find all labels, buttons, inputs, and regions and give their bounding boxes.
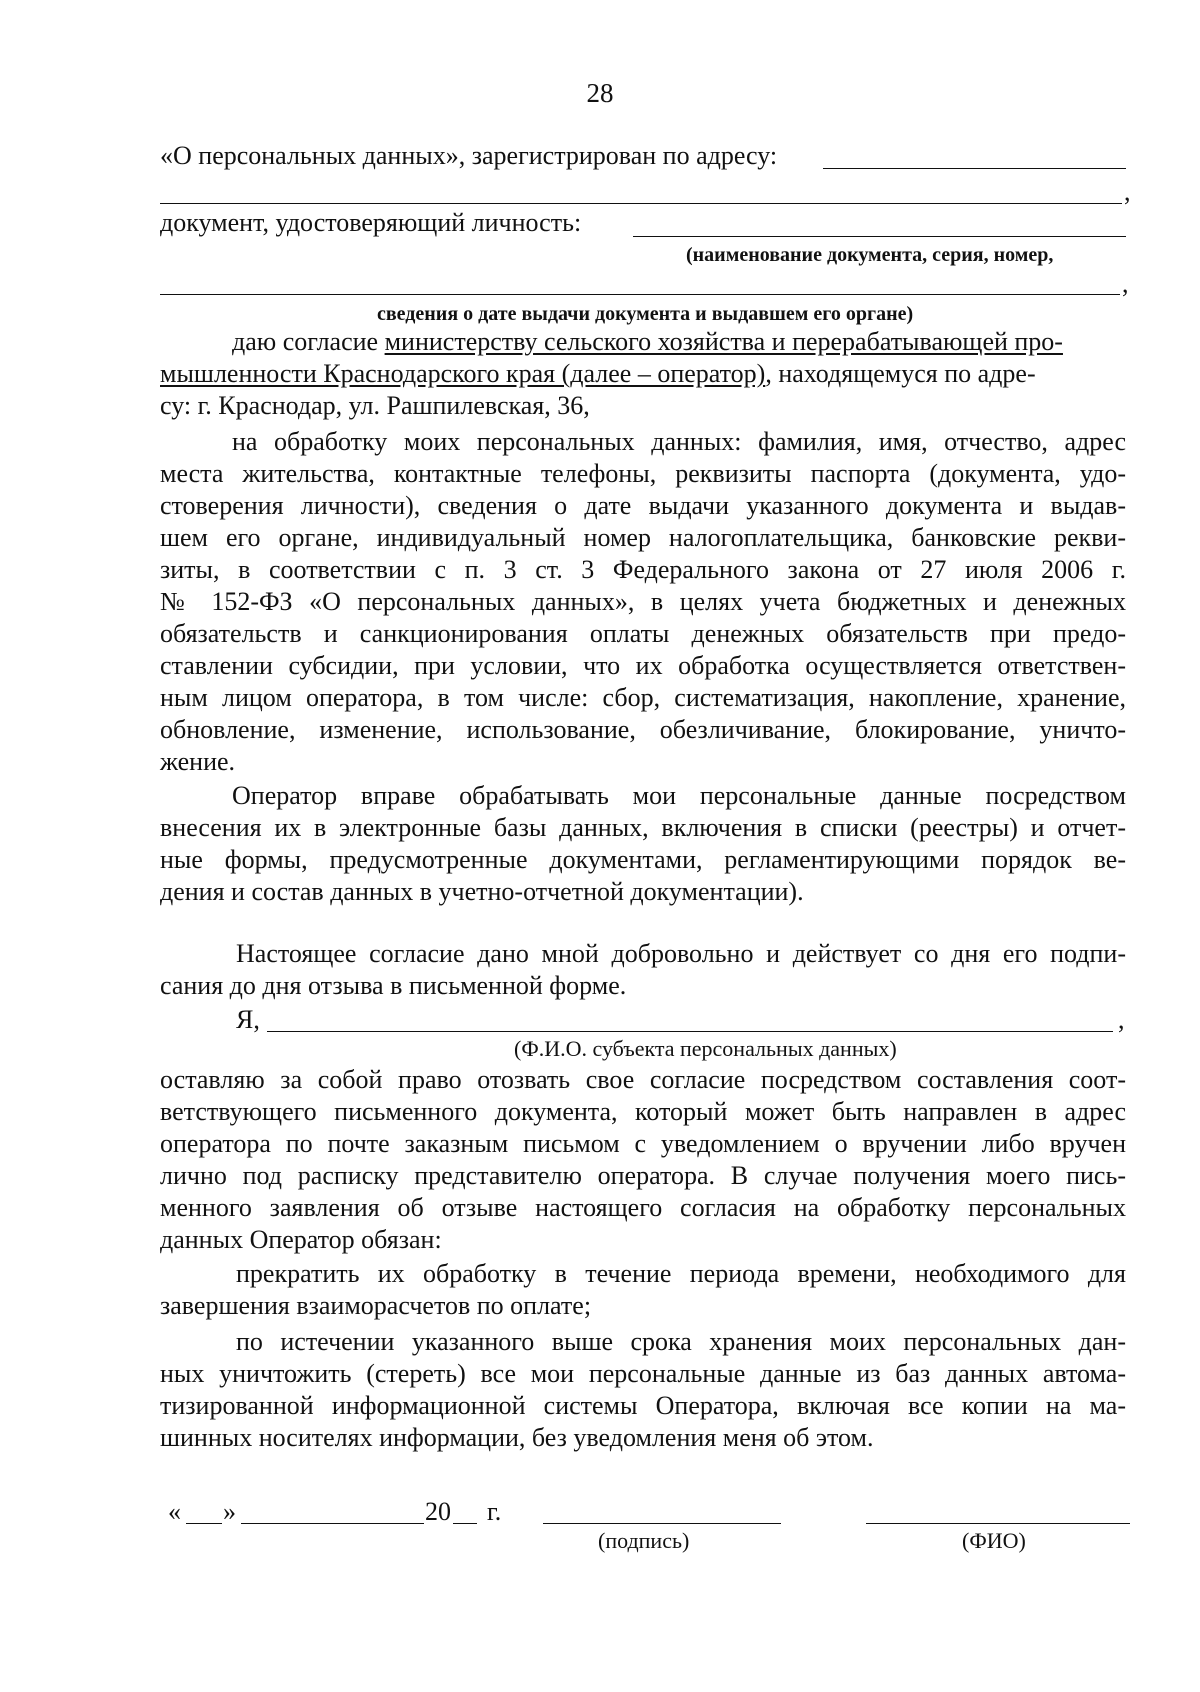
- fio-label: (ФИО): [962, 1528, 1026, 1553]
- para1-line: ным лицом оператора, в том числе: сбор, систематизация, накопление, хранение,: [160, 683, 1126, 712]
- para6-line: ных уничтожить (стереть) все мои персональные данные из баз данных автома-: [160, 1359, 1126, 1388]
- page-number: 28: [586, 78, 614, 108]
- signature-field[interactable]: [543, 1523, 781, 1524]
- id-document-note-2: сведения о дате выдачи документа и выдавшем его органе): [377, 303, 914, 325]
- subject-fio-field[interactable]: [267, 1031, 1113, 1032]
- i-label: Я,: [236, 1005, 260, 1034]
- para5-line: завершения взаиморасчетов по оплате;: [160, 1291, 592, 1320]
- para1-line: № 152-ФЗ «О персональных данных», в целях учета бюджетных и денежных: [160, 587, 1126, 616]
- date-open-quote: «: [168, 1497, 181, 1526]
- para2-line: внесения их в электронные базы данных, включения в списки (реестры) и отчет-: [160, 813, 1126, 842]
- id-document-comma: ,: [1122, 269, 1129, 298]
- para4-line: оператора по почте заказным письмом с уведомлением о вручении либо вручен: [160, 1129, 1126, 1158]
- consent-line-2: [160, 358, 1036, 390]
- address-label: «О персональных данных», зарегистрирован по адресу:: [160, 141, 778, 170]
- consent-line-3: су: г. Краснодар, ул. Рашпилевская, 36,: [160, 391, 590, 420]
- para6-line: по истечении указанного выше срока хранения моих персональных дан-: [236, 1327, 1126, 1356]
- para2-line: Оператор вправе обрабатывать мои персональные данные посредством: [232, 781, 1126, 810]
- id-document-field-2[interactable]: [160, 294, 1120, 295]
- ministry-name-part-1: министерству сельского хозяйства и перерабатывающей про-: [384, 327, 1063, 356]
- para1-line: стоверения личности), сведения о дате выдачи указанного документа и выдав-: [160, 491, 1126, 520]
- fio-signature-field[interactable]: [866, 1523, 1130, 1524]
- para1-line: ставлении субсидии, при условии, что их обработка осуществляется ответствен-: [160, 651, 1126, 680]
- date-year-prefix: 20: [425, 1497, 451, 1526]
- consent-address-lead: , находящемуся по адре-: [765, 359, 1036, 388]
- id-document-field[interactable]: [633, 236, 1126, 237]
- consent-line-1: [232, 326, 1063, 358]
- para1-line: шем его органе, индивидуальный номер налогоплательщика, банковские рекви-: [160, 523, 1126, 552]
- para1-line: обязательств и санкционирования оплаты денежных обязательств при предо-: [160, 619, 1126, 648]
- para6-line: шинных носителях информации, без уведомления меня об этом.: [160, 1423, 874, 1452]
- para3-line: Настоящее согласие дано мной добровольно и действует со дня его подпи-: [236, 939, 1126, 968]
- consent-prefix: даю согласие: [232, 327, 385, 356]
- para4-line: данных Оператор обязан:: [160, 1225, 442, 1254]
- date-day-field[interactable]: [186, 1523, 222, 1524]
- signature-label: (подпись): [598, 1528, 690, 1553]
- para6-line: тизированной информационной системы Оператора, включая все копии на ма-: [160, 1391, 1126, 1420]
- address-field-line-2[interactable]: [160, 203, 1122, 204]
- address-field-line-1[interactable]: [823, 168, 1126, 169]
- id-document-label: документ, удостоверяющий личность:: [160, 208, 582, 237]
- para1-line: жение.: [160, 747, 236, 776]
- para4-line: менного заявления об отзыве настоящего согласия на обработку персональных: [160, 1193, 1126, 1222]
- ministry-name-part-2: мышленности Краснодарского края (далее – оператор): [160, 359, 766, 388]
- date-close-quote: »: [223, 1497, 236, 1526]
- subject-fio-note: (Ф.И.О. субъекта персональных данных): [514, 1036, 897, 1061]
- para2-line: ные формы, предусмотренные документами, регламентирующими порядок ве-: [160, 845, 1126, 874]
- id-document-note-1: (наименование документа, серия, номер,: [686, 244, 1054, 266]
- date-month-field[interactable]: [241, 1523, 424, 1524]
- subject-fio-comma: ,: [1118, 1005, 1125, 1034]
- para2-line: дения и состав данных в учетно-отчетной документации).: [160, 877, 804, 906]
- address-comma: ,: [1124, 177, 1131, 206]
- para1-line: обновление, изменение, использование, обезличивание, блокирование, уничто-: [160, 715, 1126, 744]
- para5-line: прекратить их обработку в течение периода времени, необходимого для: [236, 1259, 1126, 1288]
- date-year-suffix: г.: [487, 1497, 502, 1526]
- para4-line: лично под расписку представителю оператора. В случае получения моего пись-: [160, 1161, 1126, 1190]
- para1-line: зиты, в соответствии с п. 3 ст. 3 Федерального закона от 27 июля 2006 г.: [160, 555, 1126, 584]
- date-year-field[interactable]: [453, 1523, 477, 1524]
- para4-line: ветствующего письменного документа, который может быть направлен в адрес: [160, 1097, 1126, 1126]
- para3-line: сания до дня отзыва в письменной форме.: [160, 971, 627, 1000]
- para1-line: на обработку моих персональных данных: фамилия, имя, отчество, адрес: [232, 427, 1126, 456]
- para1-line: места жительства, контактные телефоны, реквизиты паспорта (документа, удо-: [160, 459, 1126, 488]
- para4-line: оставляю за собой право отозвать свое согласие посредством составления соот-: [160, 1065, 1126, 1094]
